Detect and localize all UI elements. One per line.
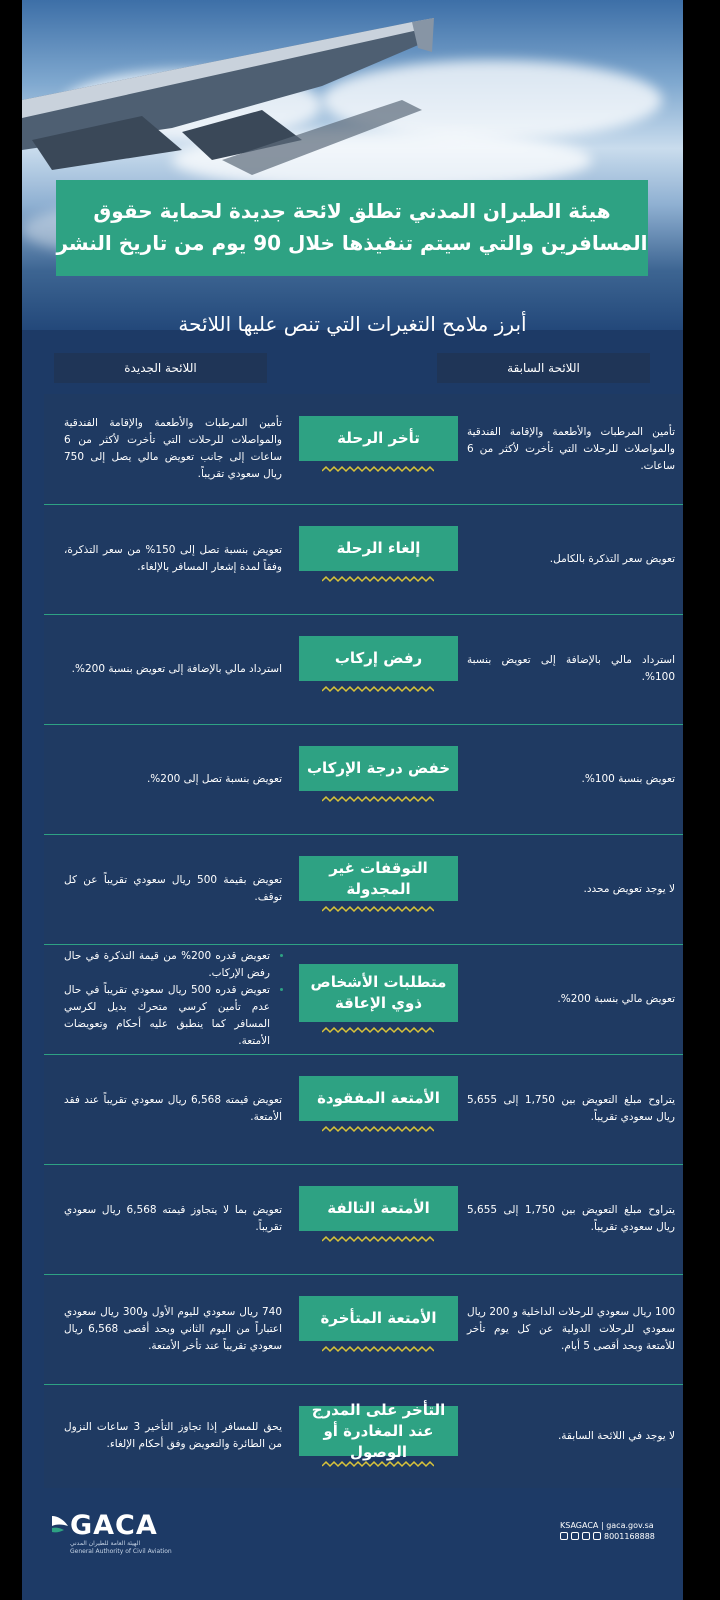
old-rule: لا يوجد تعويض محدد. (583, 882, 675, 895)
table-row (44, 1054, 683, 1165)
headline-line-2: المسافرين والتي سيتم تنفيذها خلال 90 يوم من تاريخ النشر (56, 231, 648, 255)
row-label: الأمتعة المتأخرة (299, 1296, 458, 1341)
table-row (44, 504, 683, 615)
zigzag-decoration (322, 795, 434, 803)
social-icons (560, 1532, 655, 1541)
new-rule: 740 ريال سعودي لليوم الأول و300 ريال سعودي اعتباراً من اليوم الثاني وبحد أقصى 6,568 ريال سعودي تقريباً عند تأخر الأمتعة. (64, 1305, 282, 1352)
old-rule: تأمين المرطبات والأطعمة والإقامة الفندقية والمواصلات للرحلات التي تأخرت لأكثر من 6 ساعات. (467, 425, 675, 472)
table-row (44, 1164, 683, 1275)
headline-line-1: هيئة الطيران المدني تطلق لائحة جديدة لحماية حقوق (93, 199, 611, 223)
new-rule: تعويض بما لا يتجاوز قيمته 6,568 ريال سعودي تقريباً. (64, 1204, 282, 1233)
zigzag-decoration (322, 1235, 434, 1243)
new-rule (64, 944, 282, 1054)
row-label: الأمتعة التالفة (299, 1186, 458, 1231)
table-row (44, 394, 683, 505)
list-item: • تعويض قدره 200% من قيمة التذكرة في حال رفض الإركاب. (64, 948, 270, 982)
row-label: خفض درجة الإركاب (299, 746, 458, 791)
zigzag-decoration (322, 1460, 434, 1468)
gaca-logo-subtitle: الهيئة العامة للطيران المدني General Authority of Civil Aviation (70, 1540, 172, 1555)
headline-banner (56, 180, 648, 276)
phone-number: 8001168888 (604, 1532, 655, 1541)
social-handle: KSAGACA (560, 1521, 599, 1530)
facebook-icon[interactable] (582, 1532, 590, 1540)
old-rule: تعويض مالي بنسبة 200%. (557, 992, 675, 1005)
new-rule: استرداد مالي بالإضافة إلى تعويض بنسبة 200%. (71, 662, 282, 675)
x-icon[interactable] (560, 1532, 568, 1540)
youtube-icon[interactable] (593, 1532, 601, 1540)
new-rule-list (64, 948, 282, 1050)
row-label: تأخر الرحلة (299, 416, 458, 461)
table-row (44, 834, 683, 945)
old-rule: يتراوح مبلغ التعويض بين 1,750 إلى 5,655 ريال سعودي تقريباً. (467, 1204, 675, 1233)
column-header-old: اللائحة السابقة (437, 353, 650, 383)
row-label: إلغاء الرحلة (299, 526, 458, 571)
row-label: التأخر على المدرج عند المغادرة أو الوصول (299, 1406, 458, 1456)
zigzag-decoration (322, 685, 434, 693)
new-rule: تعويض قيمته 6,568 ريال سعودي تقريباً عند فقد الأمتعة. (64, 1094, 283, 1123)
old-rule: 100 ريال سعودي للرحلات الداخلية و 200 ريال سعودي للرحلات الدولية عن كل يوم تأخر للأمتعة وبحد أقصى 5 أيام. (467, 1305, 675, 1352)
table-row (44, 724, 683, 835)
gaca-logo-text: GACA (70, 1510, 158, 1541)
new-rule: يحق للمسافر إذا تجاوز التأخير 3 ساعات النزول من الطائرة والتعويض وفق أحكام الإلغاء. (64, 1421, 282, 1450)
table-row (44, 1384, 683, 1488)
comparison-table (44, 394, 683, 1488)
row-label: التوقفات غير المجدولة (299, 856, 458, 901)
airplane-wing-image (22, 0, 683, 200)
subtitle: أبرز ملامح التغيرات التي تنص عليها اللائحة (178, 312, 527, 336)
contact-info: KSAGACA | gaca.gov.sa (560, 1521, 654, 1530)
old-rule: تعويض سعر التذكرة بالكامل. (549, 552, 675, 565)
gaca-emblem-icon (50, 1512, 70, 1536)
column-header-new: اللائحة الجديدة (54, 353, 267, 383)
old-rule: تعويض بنسبة 100%. (581, 772, 675, 785)
row-label: رفض إركاب (299, 636, 458, 681)
list-item: • تعويض قدره 500 ريال سعودي تقريباً في حال عدم تأمين كرسي متحرك بديل لكرسي المسافر كما ينطبق عليه أحكام وتعويضات الأمتعة. (64, 982, 270, 1050)
old-rule: يتراوح مبلغ التعويض بين 1,750 إلى 5,655 ريال سعودي تقريباً. (467, 1094, 675, 1123)
zigzag-decoration (322, 575, 434, 583)
table-row (44, 944, 683, 1055)
website-link[interactable]: gaca.gov.sa (606, 1521, 654, 1530)
new-rule: تعويض بنسبة تصل إلى 150% من سعر التذكرة، وفقاً لمدة إشعار المسافر بالإلغاء. (64, 544, 282, 573)
zigzag-decoration (322, 1125, 434, 1133)
zigzag-decoration (322, 905, 434, 913)
new-rule: تعويض بنسبة تصل إلى 200%. (146, 772, 282, 785)
sky-background (22, 0, 683, 330)
instagram-icon[interactable] (571, 1532, 579, 1540)
infographic (22, 0, 683, 1600)
zigzag-decoration (322, 465, 434, 473)
table-row (44, 614, 683, 725)
old-rule: لا يوجد في اللائحة السابقة. (557, 1429, 675, 1442)
new-rule: تأمين المرطبات والأطعمة والإقامة الفندقية والمواصلات للرحلات التي تأخرت لأكثر من 6 ساعات إلى جانب تعويض مالي يصل إلى 750 ريال سعودي تقريباً. (64, 417, 282, 480)
row-label: متطلبات الأشخاص ذوي الإعاقة (299, 964, 458, 1022)
row-label: الأمتعة المفقودة (299, 1076, 458, 1121)
zigzag-decoration (322, 1345, 434, 1353)
zigzag-decoration (322, 1026, 434, 1034)
new-rule: تعويض بقيمة 500 ريال سعودي تقريباً عن كل توقف. (64, 874, 282, 903)
table-row (44, 1274, 683, 1385)
old-rule: استرداد مالي بالإضافة إلى تعويض بنسبة 100%. (467, 654, 675, 683)
